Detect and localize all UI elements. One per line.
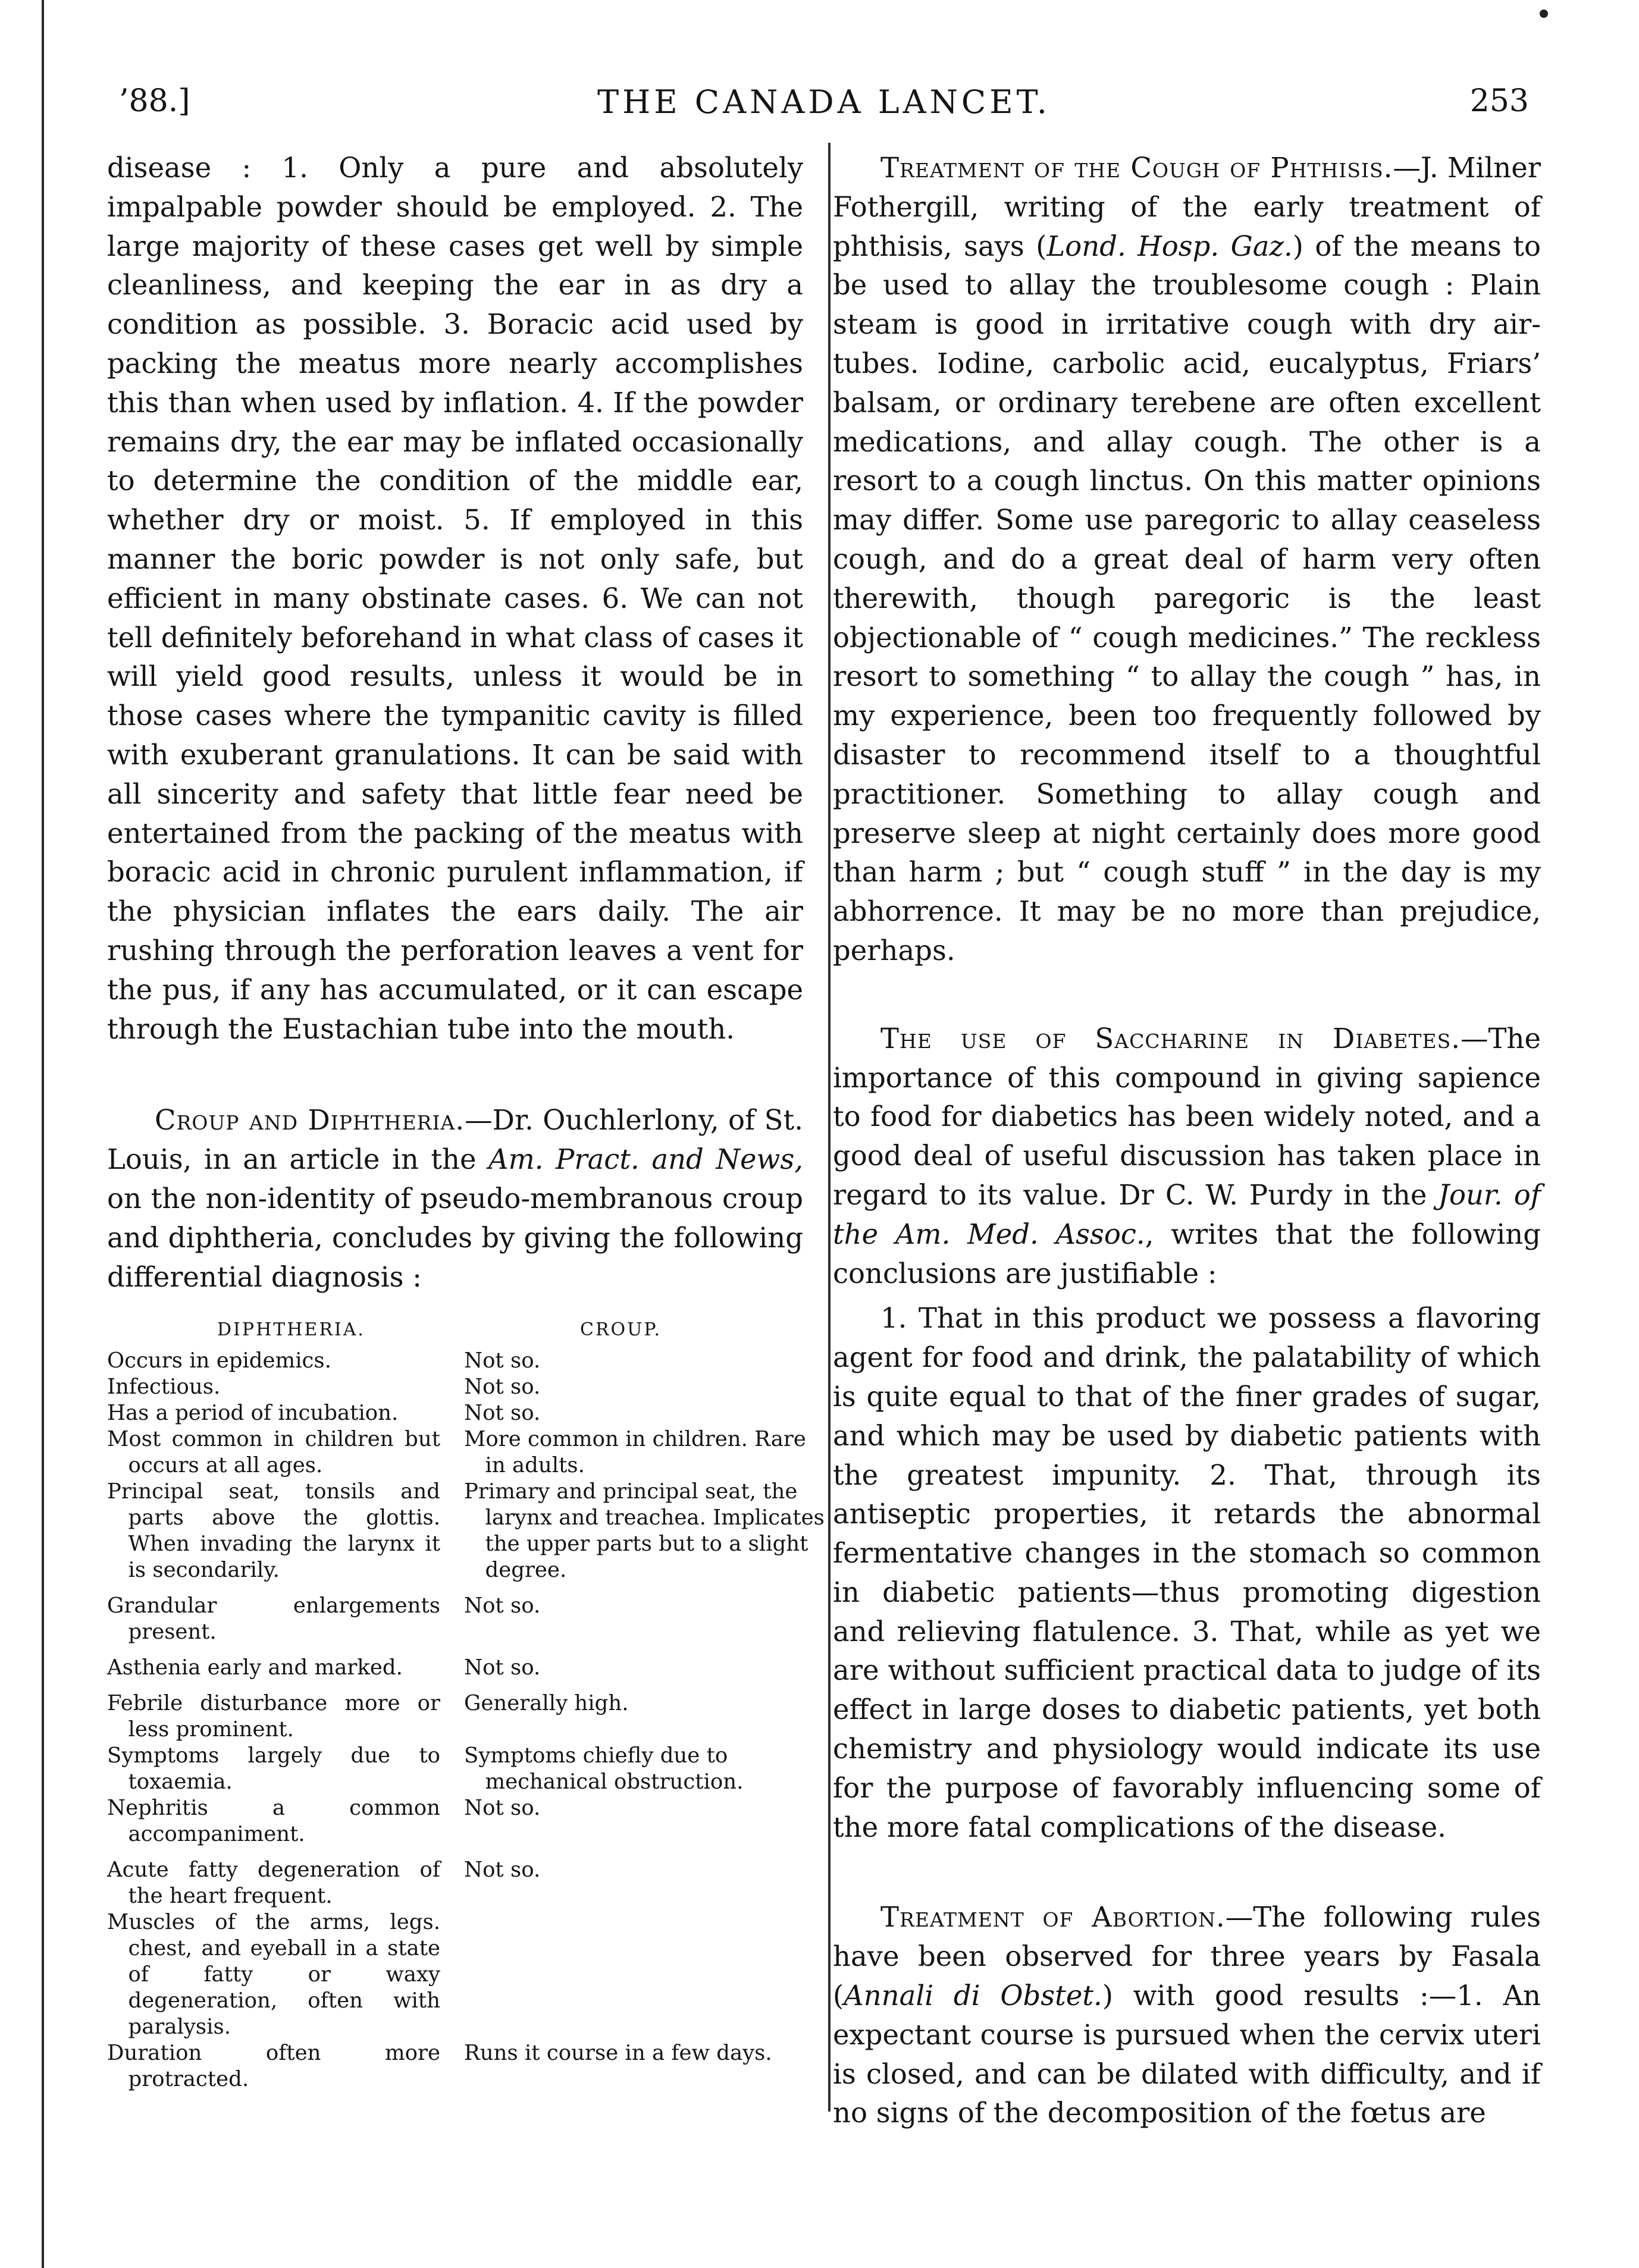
croup-cell: Not so. <box>464 1593 541 1618</box>
article-text: —The following rules have been observed for three years by Fasala ( <box>833 1901 1541 2012</box>
differential-diagnosis-table <box>107 1317 827 2093</box>
diphtheria-cell: Febrile disturbance more or less prominent. <box>107 1691 440 1742</box>
column-header-diphtheria: DIPHTHERIA. <box>217 1319 365 1341</box>
croup-cell: Not so. <box>464 1796 541 1821</box>
journal-citation: Lond. Hosp. Gaz. <box>1046 230 1293 262</box>
journal-citation: Annali di Obstet. <box>844 1980 1102 2012</box>
article-text: , writes that the following conclusions are justifiable : <box>833 1218 1541 1290</box>
journal-citation: Jour. of the Am. Med. Assoc. <box>833 1178 1541 1250</box>
boracic-acid-continuation: disease : 1. Only a pure and absolutely impalpable powder should be employed. 2. The large majority of these cases get well by simple cleanliness, and keeping the ear in as dry a condition as possible. 3. Boracic acid used by packing the meatus more nearly accomplishes this than when used by inflation. 4. If the powder remains dry, the ear may be inflated occasionally to determine the condition of the middle ear, whether dry or moist. 5. If employed in this manner the boric powder is not only safe, but efficient in many obstinate cases. 6. We can not tell definitely beforehand in what class of cases it will yield good results, unless it would be in those cases where the tympanitic cavity is filled with exuberant granulations. It can be said with all sincerity and safety that little fear need be entertained from the packing of the meatus with boracic acid in chronic purulent inflammation, if the physician inflates the ears daily. The air rushing through the perforation leaves a vent for the pus, if any has accumulated, or it can escape through the Eustachian tube into the mouth. <box>107 152 803 1045</box>
article-heading: Treatment of the Cough of Phthisis. <box>880 152 1393 184</box>
article-text: on the non-identity of pseudo-membranous croup and diphtheria, concludes by giving the following differential diagnosis : <box>107 1182 803 1293</box>
diphtheria-cell: Infectious. <box>107 1375 221 1400</box>
article-text: —The importance of this compound in giving sapience to food for diabetics has been widely noted, and a good deal of useful discussion has taken place in regard to its value. Dr C. W. Purdy in the <box>833 1022 1541 1211</box>
table-row <box>107 1426 827 1479</box>
table-row <box>107 1348 827 1374</box>
table-row <box>107 1655 827 1681</box>
article-heading: Treatment of Abortion. <box>880 1901 1226 1934</box>
diphtheria-cell: Grandular enlargements present. <box>107 1593 440 1645</box>
table-row <box>107 2040 827 2093</box>
table-row <box>107 1909 827 2040</box>
croup-cell: Symptoms chiefly due to mechanical obstruction. <box>464 1743 744 1795</box>
diphtheria-cell: Has a period of incubation. <box>107 1401 399 1426</box>
article-text: ) of the means to be used to allay the troublesome cough : Plain steam is good in irritative cough with dry air-tubes. Iodine, carbolic acid, eucalyptus, Friars’ balsam, or ordinary terebene are often excellent medications, and allay cough. The other is a resort to a cough linctus. On this matter opinions may differ. Some use paregoric to allay ceaseless cough, and do a great deal of harm very often therewith, though paregoric is the least objectionable of “ cough medicines.” The reckless resort to something “ to allay the cough ” has, in my experience, been too frequently followed by disaster to recommend itself to a thoughtful practitioner. Something to allay cough and preserve sleep at night certainly does more good than harm ; but “ cough stuff ” in the day is my abhorrence. It may be no more than prejudice, perhaps. <box>833 230 1541 967</box>
table-row <box>107 1593 827 1645</box>
scan-edge-line <box>42 0 44 2268</box>
saccharine-conclusions: 1. That in this product we possess a flavoring agent for food and drink, the palatability of which is quite equal to that of the finer grades of sugar, and which may be used by diabetic patients with the greatest impunity. 2. That, through its antiseptic properties, it retards the abnormal fermentative changes in the stomach so common in diabetic patients—thus promoting digestion and relieving flatulence. 3. That, while as yet we are without sufficient practical data to judge of its effect in large doses to diabetic patients, yet both chemistry and physiology would indicate its use for the purpose of favorably influencing some of the more fatal complications of the disease. <box>833 1302 1541 1843</box>
diphtheria-cell: Acute fatty degeneration of the heart frequent. <box>107 1858 440 1909</box>
article-text: ) with good results :—1. An expectant course is pursued when the cervix uteri is closed, and can be dilated with difficulty, and if no signs of the decomposition of the fœtus are <box>833 1980 1541 2129</box>
croup-cell: Not so. <box>464 1858 541 1883</box>
table-row <box>107 1795 827 1847</box>
abortion-article <box>833 1898 1541 2133</box>
diphtheria-cell: Nephritis a common accompaniment. <box>107 1796 440 1847</box>
croup-cell: Runs it course in a few days. <box>464 2041 772 2066</box>
page-number: 253 <box>1469 83 1529 119</box>
diphtheria-cell: Principal seat, tonsils and parts above the glottis. When invading the larynx it is secondarily. <box>107 1479 440 1583</box>
article-text: —Dr. Ouchlerlony, of St. Louis, in an article in the <box>107 1104 803 1176</box>
table-row <box>107 1479 827 1583</box>
diphtheria-cell: Muscles of the arms, legs. chest, and eyeball in a state of fatty or waxy degeneration, often with paralysis. <box>107 1910 440 2040</box>
saccharine-diabetes-article <box>833 1019 1541 1294</box>
croup-cell: More common in children. Rare in adults. <box>464 1427 806 1478</box>
header-year: ’88.] <box>119 83 190 119</box>
table-header <box>107 1317 827 1343</box>
column-header-croup: CROUP. <box>580 1319 662 1341</box>
diphtheria-cell: Symptoms largely due to toxaemia. <box>107 1743 440 1795</box>
croup-cell: Primary and principal seat, the larynx and treachea. Implicates the upper parts but to a slight degree. <box>464 1479 825 1583</box>
croup-cell: Not so. <box>464 1348 541 1373</box>
article-text: —J. Milner Fothergill, writing of the early treatment of phthisis, says ( <box>833 152 1541 262</box>
diphtheria-cell: Occurs in epidemics. <box>107 1348 331 1373</box>
journal-citation: Am. Pract. and News, <box>488 1143 803 1176</box>
article-heading: Croup and Diphtheria. <box>155 1104 465 1137</box>
diphtheria-cell: Most common in children but occurs at all ages. <box>107 1427 440 1478</box>
running-head <box>119 83 1529 137</box>
diphtheria-cell: Asthenia early and marked. <box>107 1655 403 1680</box>
scan-speck <box>1540 10 1548 18</box>
cough-phthisis-article <box>833 149 1541 971</box>
table-row <box>107 1857 827 1909</box>
croup-cell: Not so. <box>464 1401 541 1426</box>
right-column <box>833 149 1541 2133</box>
diphtheria-cell: Duration often more protracted. <box>107 2041 440 2092</box>
table-row <box>107 1690 827 1743</box>
column-divider <box>828 143 831 2112</box>
croup-cell: Not so. <box>464 1655 541 1680</box>
croup-cell: Not so. <box>464 1375 541 1400</box>
journal-title: THE CANADA LANCET. <box>597 83 1051 121</box>
left-column <box>107 149 825 2093</box>
article-heading: The use of Saccharine in Diabetes. <box>880 1022 1461 1055</box>
table-row <box>107 1400 827 1426</box>
croup-cell: Generally high. <box>464 1691 629 1716</box>
table-row <box>107 1374 827 1400</box>
table-row <box>107 1743 827 1795</box>
croup-diphtheria-article <box>107 1101 803 1297</box>
